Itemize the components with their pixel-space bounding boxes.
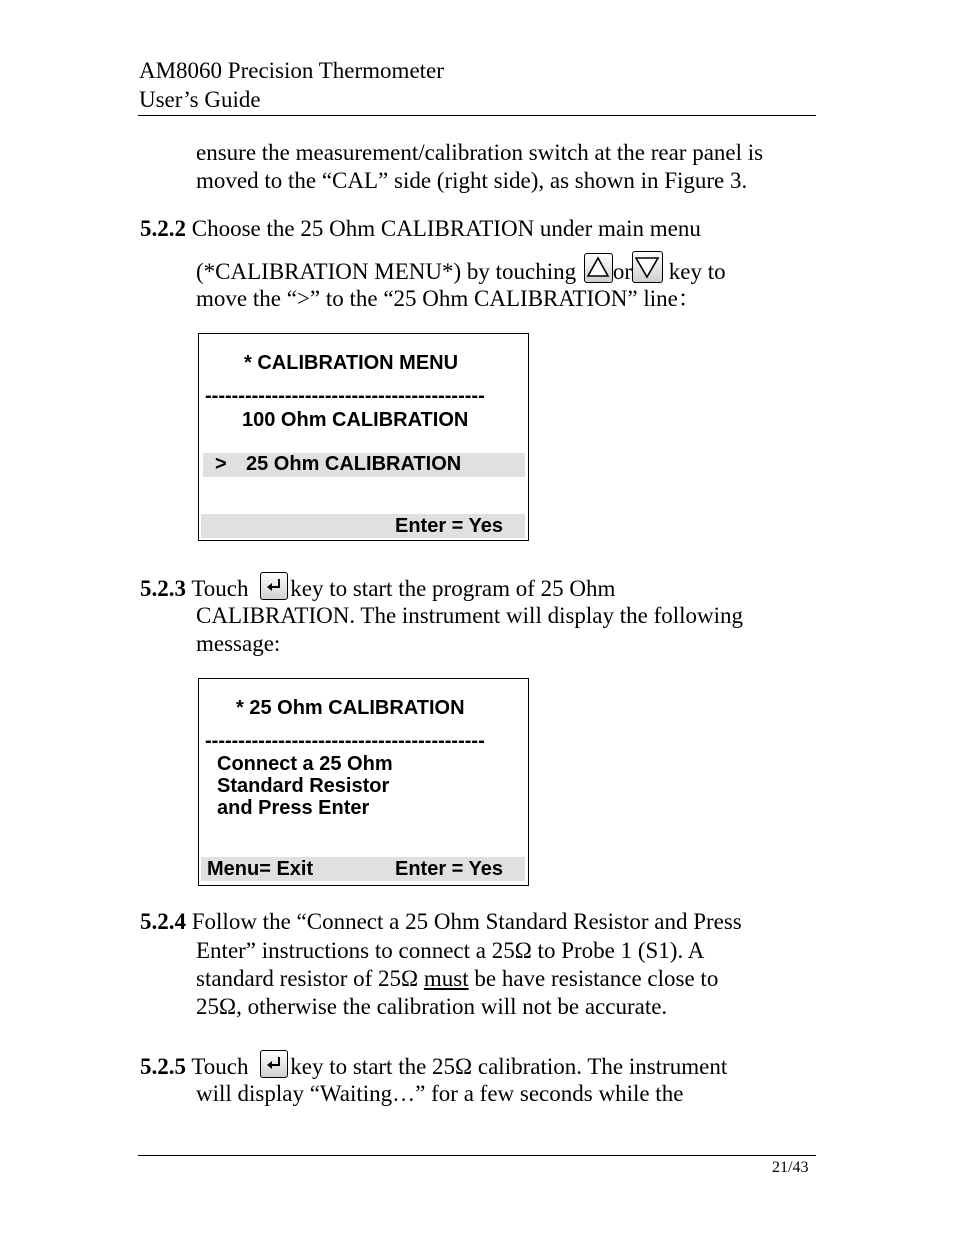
enter-key-icon — [260, 572, 288, 600]
header-rule — [138, 115, 816, 116]
screen-divider: ------------------------------------------ — [205, 385, 485, 407]
section-5-2-3-line-2: CALIBRATION. The instrument will display the following — [196, 603, 744, 628]
enter-yes-label: Enter = Yes — [395, 858, 504, 880]
text-fragment: key to start the 25Ω calibration. The instrument — [290, 1054, 728, 1079]
footer-rule — [138, 1155, 816, 1156]
message-line-2: Standard Resistor — [217, 775, 390, 797]
section-number: 5.2.3 — [140, 576, 186, 601]
text-fragment: standard resistor of 25Ω — [196, 966, 419, 991]
text-fragment: (*CALIBRATION MENU*) by touching — [196, 259, 577, 284]
message-line-1: Connect a 25 Ohm — [217, 753, 393, 775]
menu-cursor: > — [215, 453, 227, 475]
section-number: 5.2.2 — [140, 216, 186, 241]
page-number: 21/43 — [772, 1159, 809, 1176]
section-5-2-4-line-4: 25Ω, otherwise the calibration will not be accurate. — [196, 994, 668, 1019]
section-5-2-4-line-2: Enter” instructions to connect a 25Ω to Probe 1 (S1). A — [196, 938, 705, 963]
section-5-2-2-line-2 — [196, 251, 726, 286]
screen-divider: ------------------------------------------ — [205, 730, 485, 752]
text-fragment: or — [612, 259, 633, 284]
menu-item-25-ohm: 25 Ohm CALIBRATION — [246, 453, 462, 475]
25-ohm-calibration-screen — [198, 678, 529, 886]
down-arrow-key-icon — [632, 251, 663, 283]
menu-item-100-ohm: 100 Ohm CALIBRATION — [242, 409, 469, 431]
menu-exit-label: Menu= Exit — [207, 858, 314, 880]
screen-title: * CALIBRATION MENU — [244, 352, 459, 374]
section-text: Choose the 25 Ohm CALIBRATION under main menu — [191, 216, 701, 241]
section-5-2-5 — [140, 1050, 727, 1081]
enter-yes-label: Enter = Yes — [395, 515, 504, 537]
text-fragment: key to start the program of 25 Ohm — [290, 576, 616, 601]
message-line-3: and Press Enter — [217, 797, 370, 819]
text-fragment: be have resistance close to — [474, 966, 719, 991]
section-5-2-5-line-2: will display “Waiting…” for a few seconds while the — [196, 1081, 684, 1106]
enter-key-icon — [260, 1050, 288, 1078]
section-number: 5.2.5 — [140, 1054, 186, 1079]
screen-title: * 25 Ohm CALIBRATION — [236, 697, 465, 719]
section-5-2-2-line-3: move the “>” to the “25 Ohm CALIBRATION” line： — [196, 286, 701, 311]
section-5-2-2 — [140, 214, 701, 243]
text-fragment: key to — [668, 259, 726, 284]
intro-line-2: moved to the “CAL” side (right side), as shown in Figure 3. — [196, 168, 748, 193]
header-subtitle: User’s Guide — [139, 87, 261, 112]
calibration-menu-screen — [198, 333, 529, 541]
emphasis-must: must — [423, 966, 469, 991]
text-fragment: Touch — [191, 1054, 249, 1079]
up-arrow-key-icon — [584, 253, 613, 283]
section-5-2-4 — [140, 907, 742, 936]
section-number: 5.2.4 — [140, 909, 186, 934]
section-5-2-3 — [140, 572, 615, 603]
text-fragment: Touch — [191, 576, 249, 601]
section-5-2-4-line-3 — [196, 964, 718, 993]
header-title: AM8060 Precision Thermometer — [139, 58, 444, 83]
section-5-2-3-line-3: message: — [196, 631, 281, 656]
intro-line-1: ensure the measurement/calibration switch at the rear panel is — [196, 140, 764, 165]
text-fragment: Follow the “Connect a 25 Ohm Standard Resistor and Press — [191, 909, 742, 934]
